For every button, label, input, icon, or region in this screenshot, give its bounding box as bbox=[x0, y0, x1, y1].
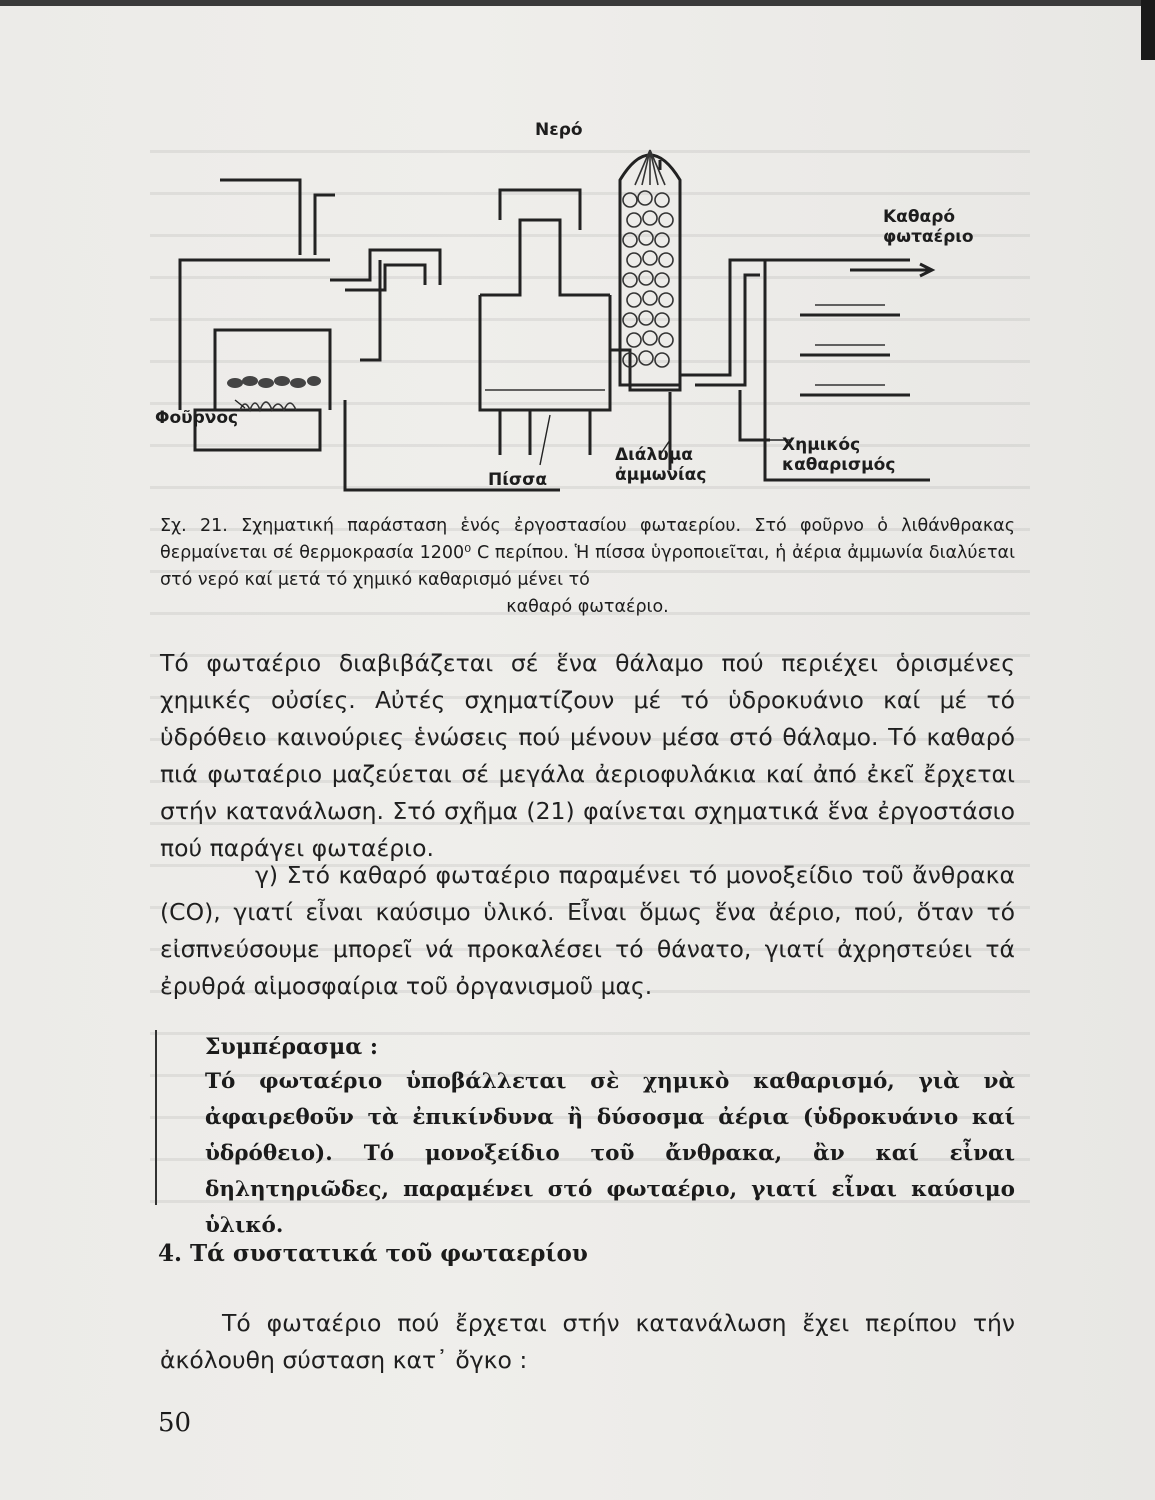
label-chemical-purification: Χημικός καθαρισμός bbox=[782, 435, 896, 475]
scan-edge-right bbox=[1141, 0, 1155, 60]
furnace-wall bbox=[180, 260, 330, 410]
scan-edge-top bbox=[0, 0, 1155, 6]
paragraph-composition: Τό φωταέριο πού ἔρχεται στήν κατανάλωση ἔχει περίπου τήν ἀκόλουθη σύσταση κατ᾽ ὄγκο : bbox=[160, 1309, 1015, 1374]
gasworks-diagram bbox=[150, 110, 1000, 510]
section-heading: 4. Τά συστατικά τοῦ φωταερίου bbox=[158, 1240, 588, 1267]
label-pure-gas: Καθαρό φωταέριο bbox=[883, 207, 974, 247]
label-tar: Πίσσα bbox=[488, 470, 548, 490]
conclusion-heading: Συμπέρασμα : bbox=[205, 1034, 378, 1060]
label-water: Νερό bbox=[535, 120, 583, 140]
paragraph-gas-chamber: Τό φωταέριο διαβιβάζεται σέ ἕνα θάλαμο πού περιέχει ὁρισμένες χημικές οὐσίες. Αὐτές σχηματίζουν μέ τό ὑδροκυάνιο καί μέ τό ὑδρόθειο καινούριες ἑνώσεις πού μένουν μέσα στό θάλαμο. Τό καθαρό πιά φωταέριο μαζεύεται σέ μεγάλα ἀεριοφυλάκια καί ἀπό ἐκεῖ ἔρχεται στήν κατανάλωση. Στό σχῆμα (21) φαίνεται σχηματικά ἕνα ἐργοστάσιο πού παράγει φωταέριο. bbox=[160, 649, 1015, 862]
label-furnace: Φοῦρνος bbox=[155, 408, 239, 428]
conclusion-text: Τό φωταέριο ὑποβάλλεται σὲ χημικὸ καθαρισμό, γιὰ νὰ ἀφαιρεθοῦν τὰ ἐπικίνδυνα ἢ δύσοσμα ἀέρια (ὑδροκυάνιο καί ὑδρόθειο). Τό μονοξείδιο τοῦ ἄνθρακα, ἂν καί εἶναι δηλητηριῶδες, παραμένει στό φωταέριο, γιατί εἶναι καύσιμο ὑλικό. bbox=[205, 1069, 1015, 1238]
conclusion-box bbox=[155, 1030, 1017, 1238]
paragraph-carbon-monoxide: γ) Στό καθαρό φωταέριο παραμένει τό μονοξείδιο τοῦ ἄνθρακα (CO), γιατί εἶναι καύσιμο ὑλικό. Εἶναι ὅμως ἕνα ἀέριο, πού, ὅταν τό εἰσπνεύσουμε μπορεῖ νά προκαλέσει τό θάνατο, γιατί ἀχρηστεύει τά ἐρυθρά αἱμοσφαίρια τοῦ ὀργανισμοῦ μας. bbox=[160, 861, 1015, 1000]
tar-tank bbox=[480, 295, 610, 410]
figure-caption bbox=[160, 513, 1015, 621]
caption-text: Σχ. 21. Σχηματική παράσταση ἑνός ἐργοστασίου φωταερίου. Στό φοῦρνο ὁ λιθάνθρακας θερμαίνεται σέ θερμοκρασία 1200⁰ C περίπου. Ἡ πίσσα ὑγροποιεῖται, ἡ ἀέρια ἀμμωνία διαλύεται στό νερό καί μετά τό χημικό καθαρισμό μένει τό bbox=[160, 516, 1015, 590]
page-number: 50 bbox=[158, 1408, 192, 1438]
label-ammonia-solution: Διάλυμα ἀμμωνίας bbox=[615, 445, 707, 485]
caption-last-line: καθαρό φωταέριο. bbox=[506, 597, 669, 617]
